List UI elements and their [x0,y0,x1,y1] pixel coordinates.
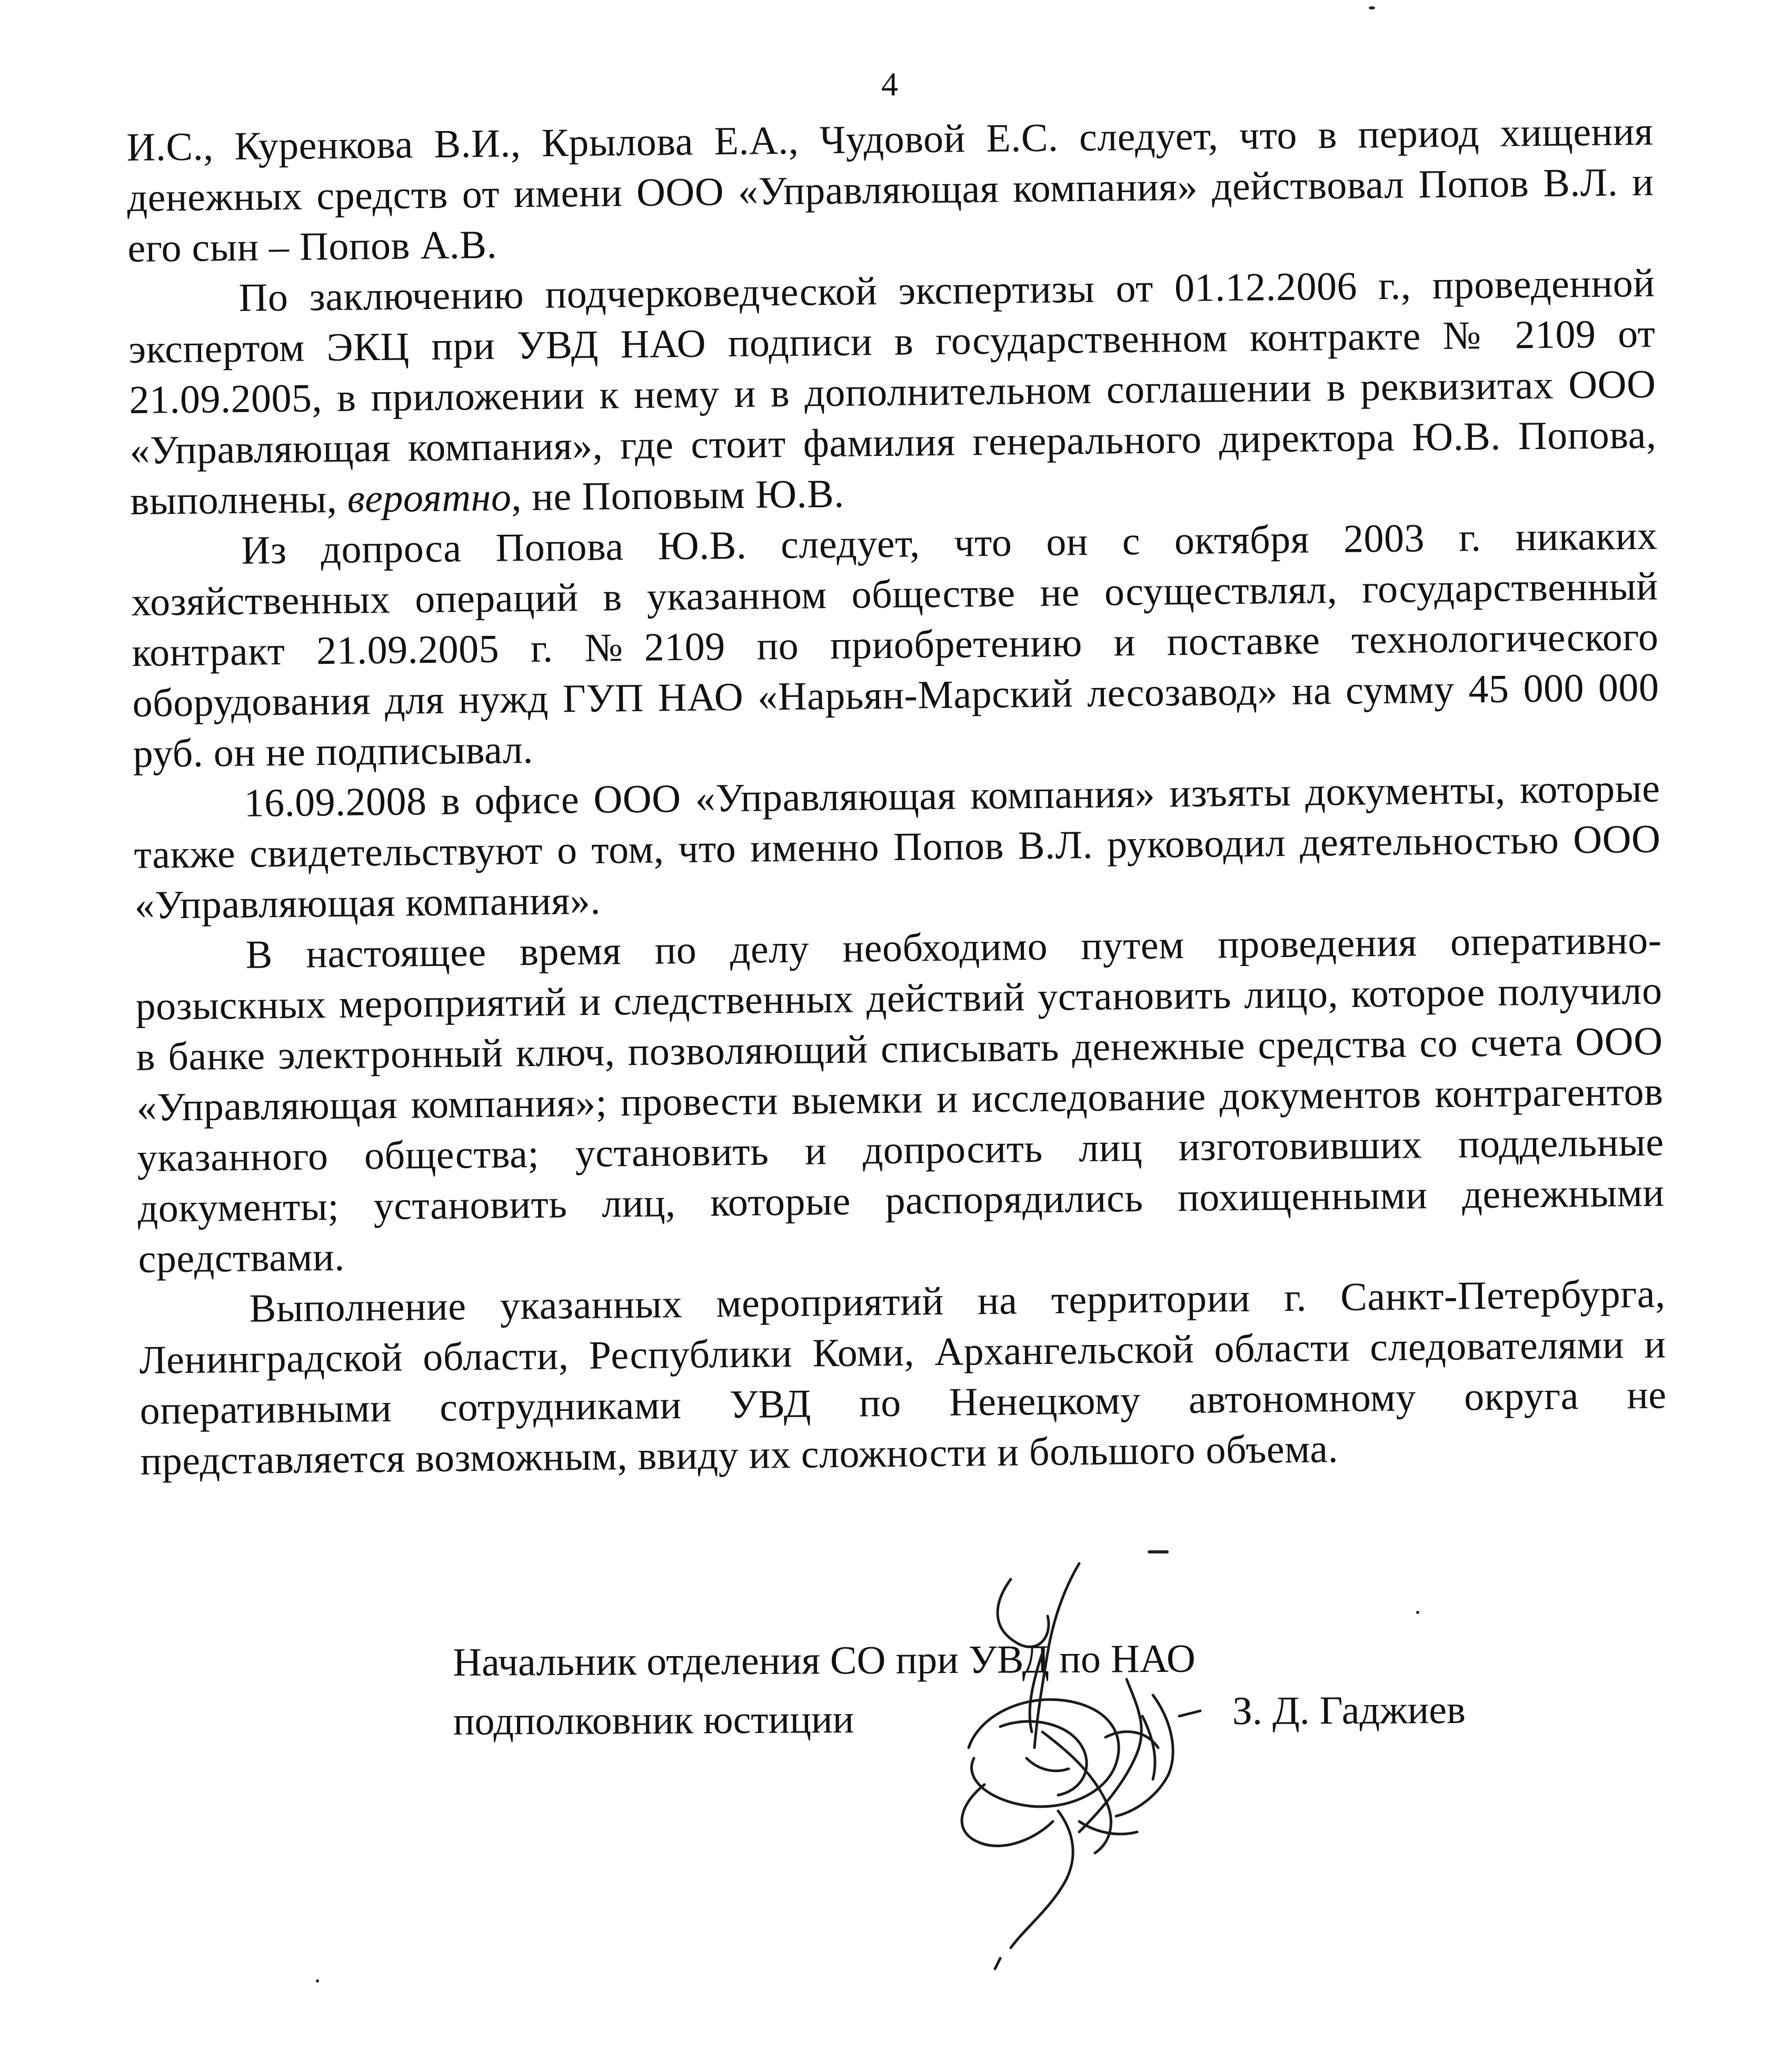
scan-speck [316,1979,319,1983]
paragraph-text-after: , не Поповым Ю.В. [511,471,845,520]
scan-speck [1369,6,1375,9]
paragraph-impossibility: Выполнение указанных мероприятий на территории г. Санкт-Петербурга, Ленинградской области, Республики Коми, Архангельской области следователями и оперативными сотрудниками УВД по Ненецкому автономному округа не представляется возможным, ввиду их сложности и большого объема. [139,1271,1667,1483]
signatory-position: Начальник отделения СО при УВД по НАО [453,1636,1196,1685]
paragraph-documents-seized: 16.09.2008 в офисе ООО «Управляющая компания» изъяты документы, которые также свидетельствуют о том, что именно Попов В.Л. руководил деятельностью ООО «Управляющая компания». [134,766,1661,928]
scan-speck [1148,1550,1169,1553]
signatory-rank: подполковник юстиции [453,1697,854,1744]
paragraph-witnesses: И.С., Куренкова В.И., Крылова Е.А., Чудовой Е.С. следует, что в период хищения денежных средств от имени ООО «Управляющая компания» действовал Попов В.Л. и его сын – Попов А.В. [126,109,1654,271]
handwritten-signature [905,1558,1274,1979]
page-number: 4 [881,65,898,103]
paragraph-handwriting-expertise [128,258,1657,526]
signatory-name: З. Д. Гаджиев [1232,1687,1466,1734]
scan-speck [1416,1611,1419,1614]
document-body [126,106,1667,1487]
paragraph-required-actions: В настоящее время по делу необходимо путем проведения оперативно-розыскных мероприятий и следственных действий установить лицо, которое получило в банке электронный ключ, позволяющий списывать денежные средства со счета ООО «Управляющая компания»; провести выемки и исследование документов контрагентов указанного общества; установить и допросить лиц изготовивших поддельные документы; установить лиц, которые распорядились похищенными денежными средствами. [135,918,1665,1281]
paragraph-popov-interrogation: Из допроса Попова Ю.В. следует, что он с октября 2003 г. никаких хозяйственных операций в указанном обществе не осуществлял, государственный контракт 21.09.2005 г. №2109 по приобретению и поставке технологического оборудования для нужд ГУП НАО «Нарьян-Марский лесозавод» на сумму 45 000 000 руб. он не подписывал. [131,513,1659,776]
paragraph-text: По заключению подчерковедческой экспертизы от 01.12.2006 г., проведенной экспертом ЭКЦ при УВД НАО подписи в государственном контракте № 2109 от 21.09.2005, в приложении к нему и в дополнительном соглашении в реквизитах ООО «Управляющая компания», где стоит фамилия генерального директора Ю.В. Попова, выполнены, [128,261,1657,523]
emphasis-probably: вероятно [347,475,512,521]
